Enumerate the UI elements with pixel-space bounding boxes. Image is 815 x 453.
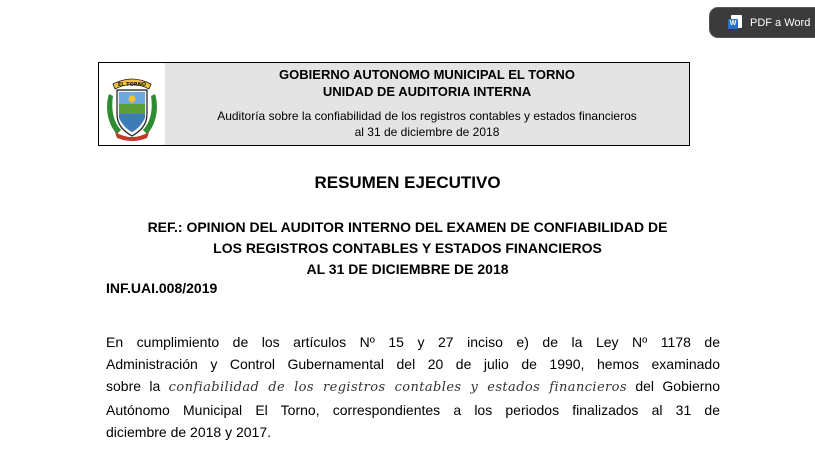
paragraph-line: En cumplimiento de los artículos Nº 15 y 27 inciso e) de la Ley Nº 1178 de (106, 334, 720, 350)
paragraph-line: Autónomo Municipal El Torno, correspondientes a los periodos finalizados al 31 de (106, 402, 720, 418)
paragraph-line (106, 375, 720, 399)
report-number: INF.UAI.008/2019 (106, 280, 218, 296)
reference-line: AL 31 DE DICIEMBRE DE 2018 (306, 261, 509, 277)
document-header (98, 62, 690, 146)
paragraph-line: Administración y Control Gubernamental del 20 de julio de 1990, hemos examinado (106, 356, 720, 372)
header-line-2: UNIDAD DE AUDITORIA INTERNA (322, 84, 532, 99)
pdf-to-word-button[interactable] (709, 7, 815, 38)
header-line-3: Auditoría sobre la confiabilidad de los registros contables y estados financieros (217, 109, 637, 123)
reference-line: LOS REGISTROS CONTABLES Y ESTADOS FINANCIEROS (213, 240, 602, 256)
italic-phrase: confiabilidad de los registros contables y estados financieros (168, 380, 627, 395)
header-text-block (165, 63, 689, 145)
reference-line: REF.: OPINION DEL AUDITOR INTERNO DEL EXAMEN DE CONFIABILIDAD DE (147, 219, 668, 235)
header-line-4: al 31 de diciembre de 2018 (354, 125, 500, 139)
paragraph-line: diciembre de 2018 y 2017. (106, 424, 271, 440)
header-line-1: GOBIERNO AUTONOMO MUNICIPAL EL TORNO (279, 67, 575, 82)
municipal-logo (99, 63, 165, 145)
document-title: RESUMEN EJECUTIVO (314, 173, 501, 192)
body-paragraph (106, 331, 720, 443)
paragraph-text: del Gobierno (626, 378, 720, 394)
paragraph-text: sobre la (106, 378, 169, 394)
logo-text: EL TORNO (117, 82, 147, 88)
word-icon: W (728, 15, 742, 30)
reference-block (100, 217, 715, 280)
pdf-to-word-label: PDF a Word (750, 16, 811, 29)
